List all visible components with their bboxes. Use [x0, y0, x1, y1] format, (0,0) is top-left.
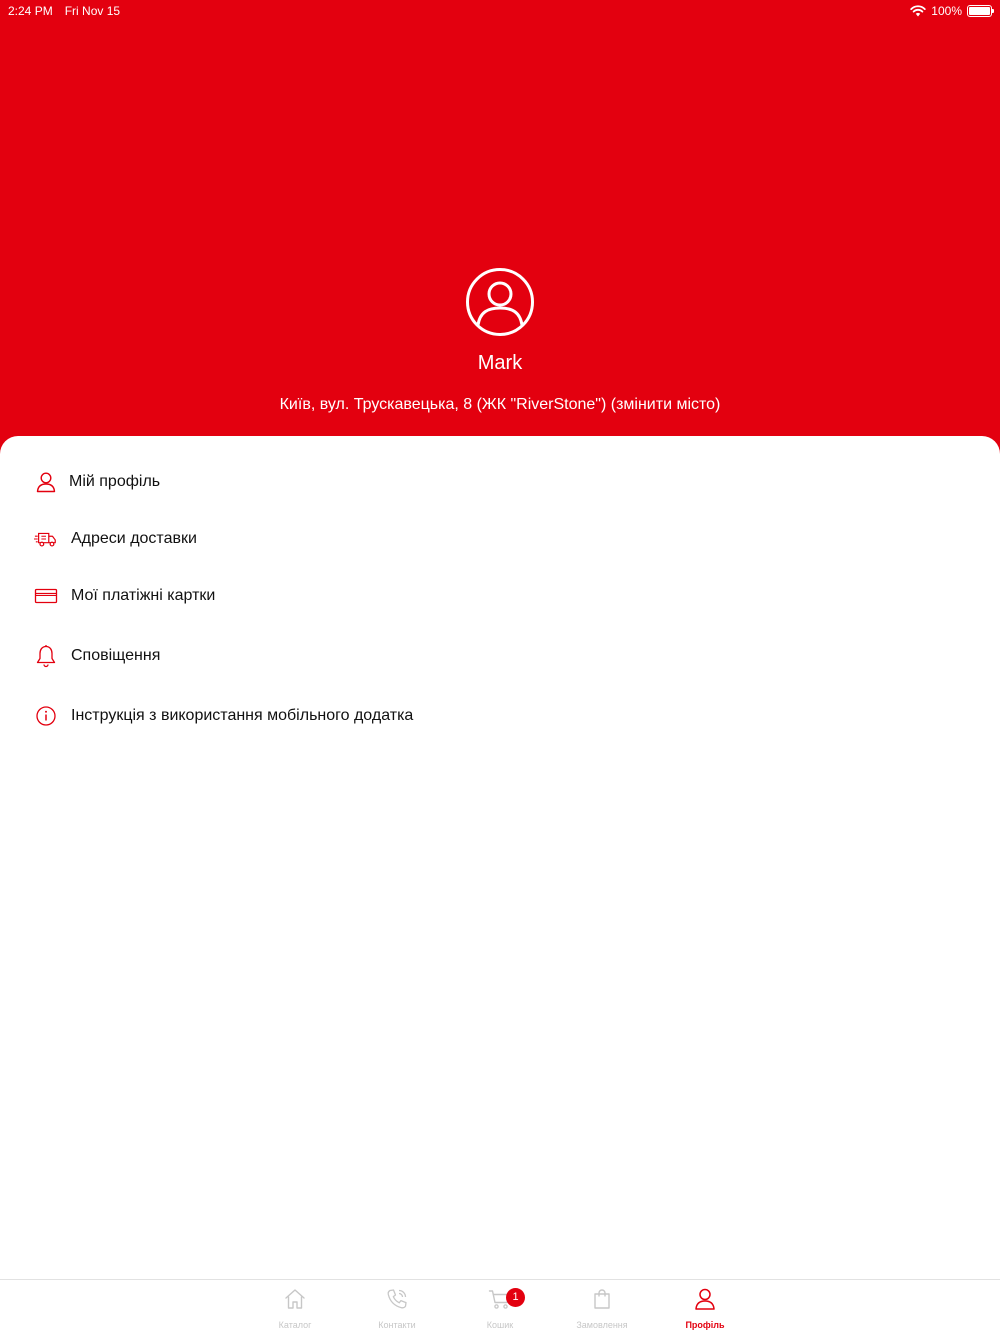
profile-header [0, 22, 1000, 440]
truck-icon [34, 527, 58, 551]
user-address-change-city[interactable]: Київ, вул. Трускавецька, 8 (ЖК "RiverStone") (змінити місто) [279, 396, 721, 413]
tab-label: Замовлення [576, 1320, 628, 1330]
tab-bar [0, 1279, 1000, 1334]
menu-item-label: Мій профіль [69, 473, 161, 490]
shopping-bag-icon [590, 1287, 614, 1311]
menu-item-payment-cards[interactable] [34, 582, 215, 610]
tab-orders[interactable] [557, 1284, 647, 1332]
bell-icon [34, 644, 58, 668]
user-icon [34, 470, 58, 494]
tab-catalog[interactable] [250, 1284, 340, 1332]
battery-percent: 100% [931, 4, 962, 18]
menu-item-my-profile[interactable] [34, 468, 160, 496]
credit-card-icon [34, 584, 58, 608]
tab-label: Контакти [378, 1320, 416, 1330]
status-bar [0, 0, 1000, 22]
user-icon [693, 1287, 717, 1311]
user-circle-icon[interactable] [466, 268, 534, 336]
tab-label: Кошик [486, 1320, 514, 1330]
tab-cart[interactable] [455, 1284, 545, 1332]
menu-item-label: Інструкція з використання мобільного додатка [71, 707, 414, 724]
user-name: Mark [477, 352, 523, 374]
tab-contacts[interactable] [352, 1284, 442, 1332]
menu-item-notifications[interactable] [34, 642, 160, 670]
cart-badge: 1 [506, 1288, 525, 1307]
tab-profile[interactable] [660, 1284, 750, 1332]
menu-item-instructions[interactable] [34, 702, 413, 730]
info-icon [34, 704, 58, 728]
menu-item-label: Адреси доставки [71, 530, 197, 547]
menu-item-label: Сповіщення [71, 647, 161, 664]
wifi-icon [910, 5, 926, 17]
tab-label: Каталог [278, 1320, 312, 1330]
status-date: Fri Nov 15 [64, 4, 121, 18]
profile-menu-sheet [0, 436, 1000, 1279]
tab-label: Профіль [685, 1320, 725, 1330]
battery-fill [969, 7, 990, 15]
status-right [910, 4, 992, 18]
menu-item-label: Мої платіжні картки [71, 587, 216, 604]
battery-icon [967, 5, 992, 17]
phone-icon [385, 1287, 409, 1311]
home-icon [283, 1287, 307, 1311]
status-time: 2:24 PM [8, 4, 53, 18]
menu-item-delivery-addresses[interactable] [34, 525, 197, 553]
